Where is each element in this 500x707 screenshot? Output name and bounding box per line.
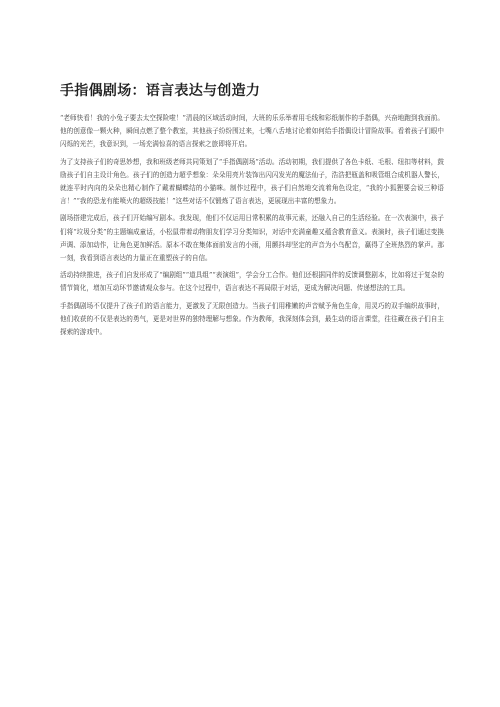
document-page — [60, 80, 444, 343]
page-title: 手指偶剧场：语言表达与创造力 — [60, 83, 261, 99]
paragraph-4: 活动持续推进，孩子们自发形成了“编剧组”“道具组”“表演组”，学会分工合作。他们还根据同伴的反馈调整剧本，比如将过于复杂的情节简化，增加互动环节邀请观众参与。在这个过程中，语言表达不再局限于对话，更成为解决问题、传递想法的工具。 — [60, 271, 444, 293]
paragraph-1: “老师快看！我的小兔子要去太空探险啦！”清晨的区域活动时间，大班的乐乐举着用毛线和彩纸制作的手指偶，兴奋地跑到我面前。他的创意像一颗火种，瞬间点燃了整个教室，其他孩子纷纷围过来，七嘴八舌地讨论着如何给手指偶设计冒险故事。看着孩子们眼中闪烁的光芒，我意识到，一场充满惊喜的语言探索之旅即将开启。 — [60, 114, 444, 149]
paragraph-3: 剧场搭建完成后，孩子们开始编写剧本。我发现，他们不仅运用日常积累的故事元素，还融入自己的生活经验。在一次表演中，孩子们将“垃圾分类”的主题编成童话，小松鼠带着动物朋友们学习分类知识，对话中充满童趣又蕴含教育意义。表演时，孩子们通过变换声调、添加动作，让角色更加鲜活。原本不敢在集体面前发言的小雨，用颤抖却坚定的声音为小鸟配音，赢得了全班热烈的掌声。那一刻，我看到语言表达的力量正在重塑孩子的自信。 — [60, 214, 444, 263]
paragraph-2: 为了支持孩子们的奇思妙想，我和班级老师共同策划了“手指偶剧场”活动。活动初期，我们提供了各色卡纸、毛根、纽扣等材料，鼓励孩子们自主设计角色。孩子们的创造力超乎想象：朵朵用亮片装饰出闪闪发光的魔法仙子，浩浩把瓶盖和吸管组合成机器人警长，就连平时内向的朵朵也精心制作了戴着蝴蝶结的小猫咪。制作过程中，孩子们自然地交流着角色设定，“我的小狐狸要会说三种语言！”“我的恐龙有能喷火的超级技能！”这些对话不仅锻炼了语言表达，更展现出丰富的想象力。 — [60, 157, 444, 206]
paragraph-5: 手指偶剧场不仅提升了孩子们的语言能力，更激发了无限创造力。当孩子们用稚嫩的声音赋予角色生命，用灵巧的双手编织故事时，他们收获的不仅是表达的勇气，更是对世界的独特理解与想象。作为教师，我深刻体会到，最生动的语言课堂，往往藏在孩子们自主探索的游戏中。 — [60, 301, 444, 337]
